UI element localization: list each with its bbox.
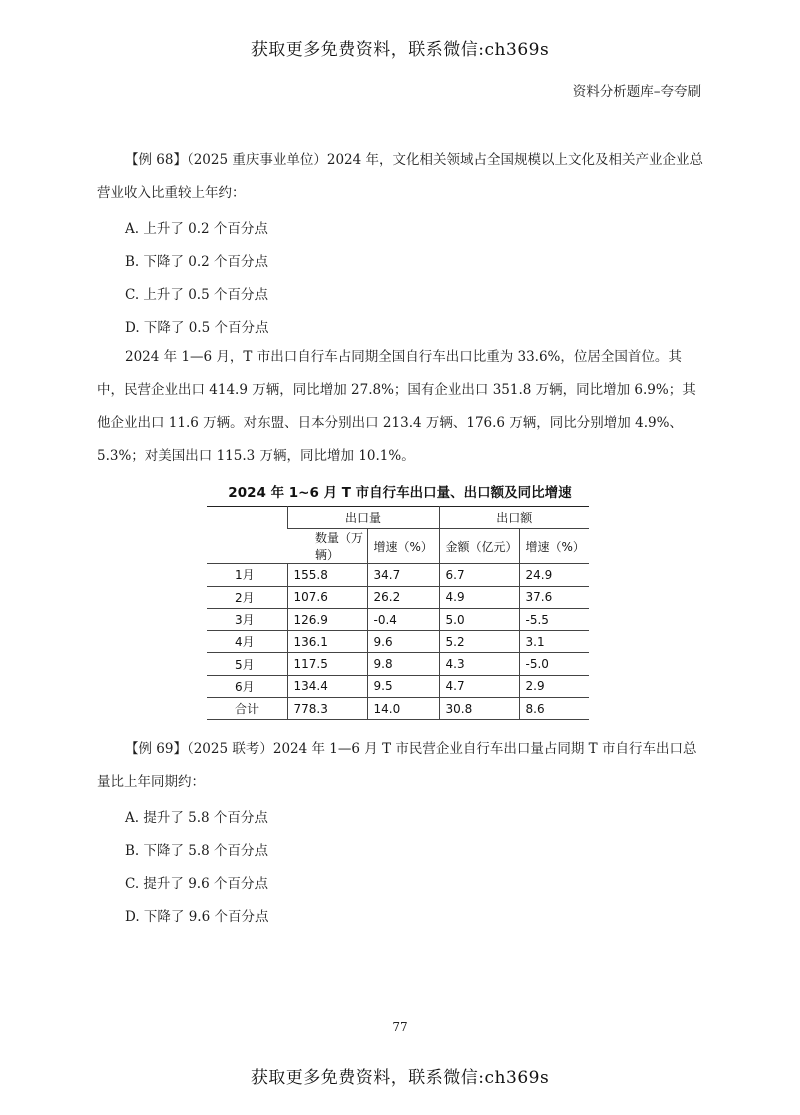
table-row [207,675,589,697]
table-title: 2024 年 1~6 月 T 市自行车出口量、出口额及同比增速 [228,485,572,501]
q69-option-c: C. 提升了 9.6 个百分点 [125,876,268,892]
col-header-amt-growth: 增速（%） [519,529,589,564]
table-cell: 778.3 [287,698,367,720]
table-cell: 37.6 [519,586,589,608]
q68-option-d: D. 下降了 0.5 个百分点 [125,320,269,336]
table-cell: -0.4 [367,608,439,630]
table-cell: 30.8 [439,698,519,720]
q68-stem: 【例 68】（2025 重庆事业单位）2024 年，文化相关领域占全国规模以上文化及相关产业企业总营业收入比重较上年约： [97,152,704,201]
table-cell: 117.5 [287,653,367,675]
row-label: 5月 [207,653,287,675]
table-row [207,608,589,630]
q68-option-a: A. 上升了 0.2 个百分点 [125,221,268,237]
table-group-header-row [207,507,589,529]
table-cell: -5.5 [519,608,589,630]
table-row [207,564,589,586]
table-cell: 14.0 [367,698,439,720]
row-label: 1月 [207,564,287,586]
table-row [207,631,589,653]
group-header-volume: 出口量 [287,507,439,529]
table-cell: 4.7 [439,675,519,697]
table-cell: 155.8 [287,564,367,586]
row-label: 6月 [207,675,287,697]
table-cell: 9.6 [367,631,439,653]
table-cell: 2.9 [519,675,589,697]
col-header-amount: 金额（亿元） [439,529,519,564]
row-label: 3月 [207,608,287,630]
table-cell: 9.8 [367,653,439,675]
top-banner: 获取更多免费资料，联系微信:ch369s [250,40,550,60]
q69-stem: 【例 69】（2025 联考）2024 年 1—6 月 T 市民营企业自行车出口量占同期 T 市自行车出口总量比上年同期约： [97,741,697,790]
group-header-value: 出口额 [439,507,589,529]
q68-option-c: C. 上升了 0.5 个百分点 [125,287,268,303]
row-label: 合计 [207,698,287,720]
table-cell: 34.7 [367,564,439,586]
page-number: 77 [392,1020,408,1034]
row-label: 4月 [207,631,287,653]
bottom-banner: 获取更多免费资料，联系微信:ch369s [250,1068,550,1088]
table-cell: 26.2 [367,586,439,608]
export-table [207,506,589,720]
table-cell: 8.6 [519,698,589,720]
q68-option-b: B. 下降了 0.2 个百分点 [125,254,269,270]
table-cell: 134.4 [287,675,367,697]
table-corner-cell [207,507,287,564]
table-cell: 5.2 [439,631,519,653]
section-title: 资料分析题库–夸夸刷 [572,84,701,100]
table-cell: 6.7 [439,564,519,586]
table-row [207,653,589,675]
q69-option-d: D. 下降了 9.6 个百分点 [125,909,269,925]
col-header-qty-growth: 增速（%） [367,529,439,564]
table-cell: 3.1 [519,631,589,653]
row-label: 2月 [207,586,287,608]
table-cell: -5.0 [519,653,589,675]
q69-option-b: B. 下降了 5.8 个百分点 [125,843,269,859]
passage-text: 2024 年 1—6 月，T 市出口自行车占同期全国自行车出口比重为 33.6%，位居全国首位。其中，民营企业出口 414.9 万辆，同比增加 27.8%；国有企业出口 351.8 万辆，同比增加 6.9%；其他企业出口 11.6 万辆。对东盟、日本分别出口 213.4 万辆、176.6 万辆，同比分别增加 4.9%、5.3%；对美国出口 115.3 万辆，同比增加 10.1%。 [97,349,696,464]
table-cell: 5.0 [439,608,519,630]
col-header-quantity: 数量（万辆） [287,529,367,564]
table-cell: 107.6 [287,586,367,608]
table-cell: 9.5 [367,675,439,697]
table-cell: 4.9 [439,586,519,608]
table-row-total [207,698,589,720]
table-cell: 4.3 [439,653,519,675]
table-cell: 126.9 [287,608,367,630]
table-row [207,586,589,608]
table-cell: 24.9 [519,564,589,586]
q69-option-a: A. 提升了 5.8 个百分点 [125,810,268,826]
table-cell: 136.1 [287,631,367,653]
